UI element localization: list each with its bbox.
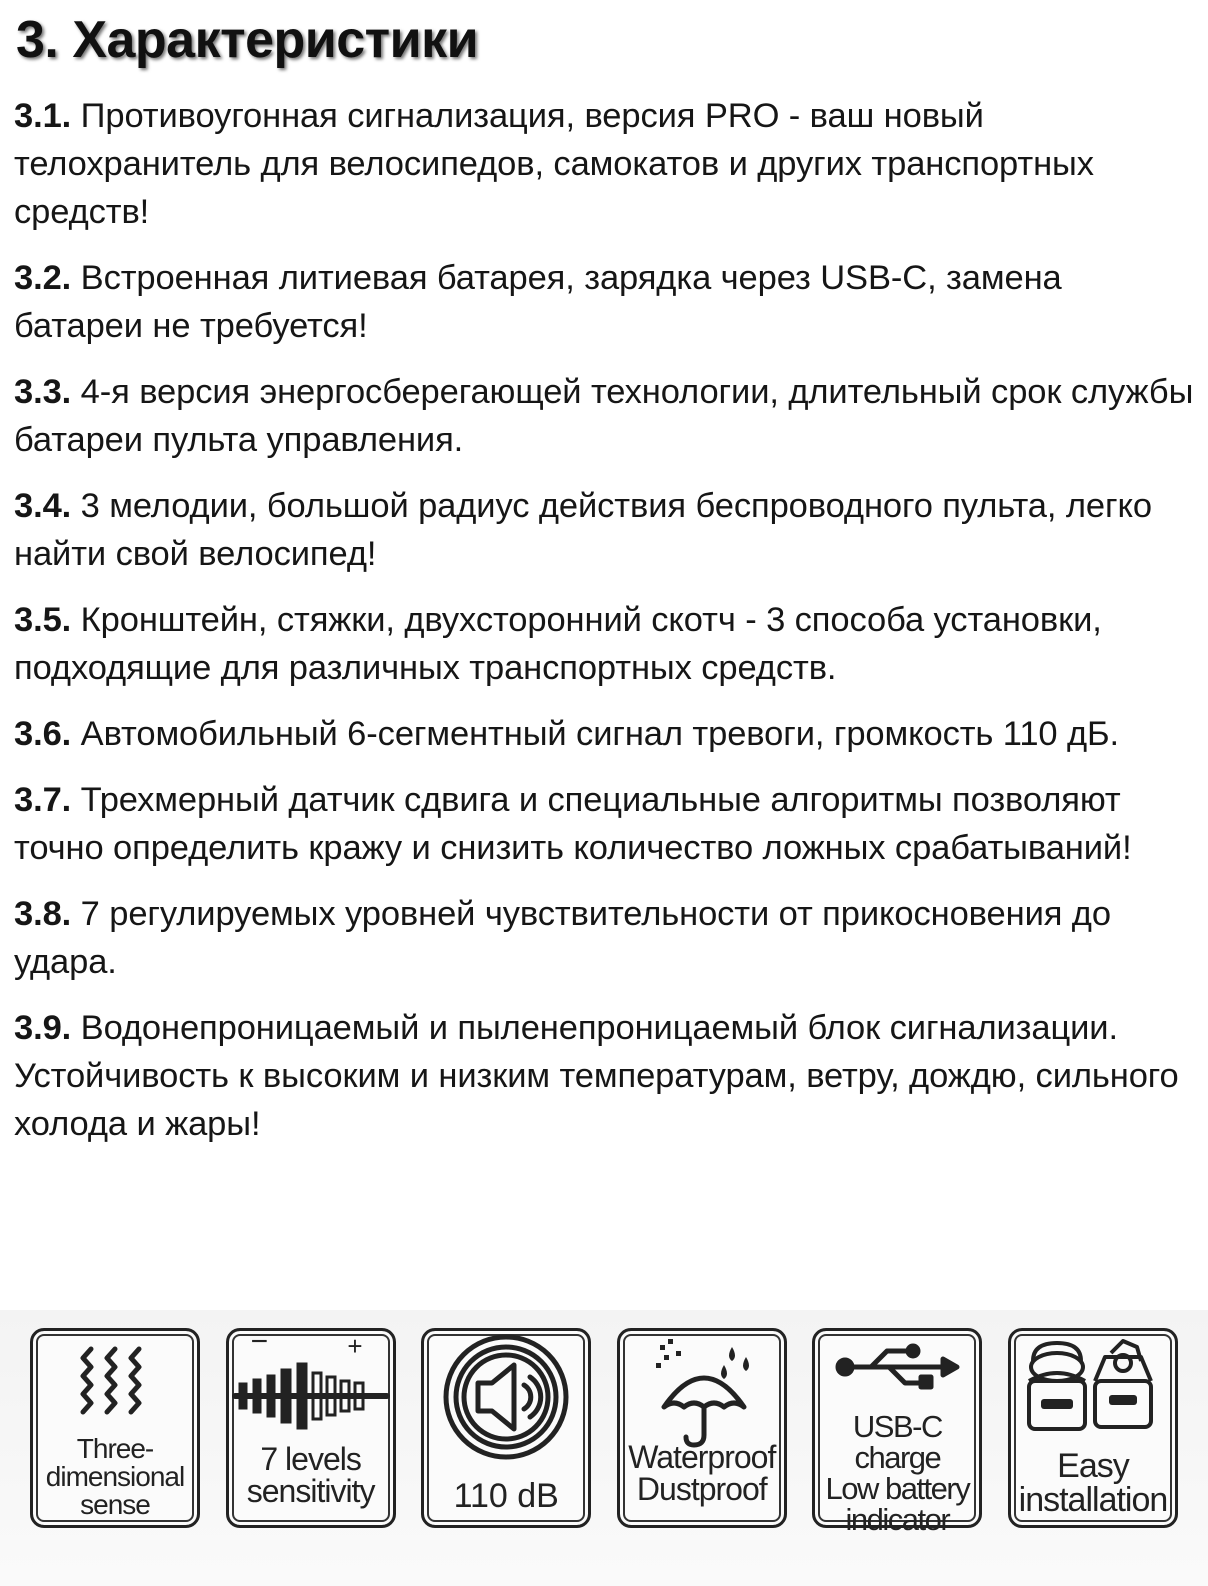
spec-number: 3.5. — [14, 601, 72, 639]
spec-number: 3.2. — [14, 259, 72, 297]
spec-number: 3.8. — [14, 895, 72, 933]
feature-card-usb — [812, 1328, 982, 1537]
spec-item — [14, 254, 1194, 350]
spec-text: Автомобильный 6-сегментный сигнал тревоги, громкость 110 дБ. — [80, 715, 1120, 753]
spec-number: 3.6. — [14, 715, 72, 753]
spec-text: Водонепроницаемый и пыленепроницаемый блок сигнализации. Устойчивость к высоким и низким температурам, ветру, дождю, сильного холода и жары! — [14, 1009, 1179, 1143]
spec-text: Кронштейн, стяжки, двухсторонний скотч - 3 способа установки, подходящие для различных транспортных средств. — [14, 601, 1102, 687]
spec-text: 4-я версия энергосберегающей технологии, длительный срок службы батареи пульта управления. — [14, 373, 1194, 459]
feature-icons-row — [30, 1325, 1178, 1537]
feature-card-volume — [421, 1328, 591, 1528]
feature-label: USB-C charge Low battery indicator — [825, 1409, 970, 1537]
spec-item — [14, 92, 1194, 236]
spec-item — [14, 890, 1194, 986]
page-title: 3. Характеристики — [16, 11, 479, 69]
spec-text: Встроенная литиевая батарея, зарядка через USB-C, замена батареи не требуется! — [14, 259, 1062, 345]
spec-item — [14, 776, 1194, 872]
spec-number: 3.1. — [14, 97, 72, 135]
feature-label: Three- dimensional sense — [45, 1433, 185, 1520]
feature-card-waterproof — [617, 1328, 787, 1528]
spec-item — [14, 1004, 1194, 1148]
spec-item — [14, 710, 1194, 758]
spec-number: 3.9. — [14, 1009, 72, 1047]
feature-card-3d-sense — [30, 1328, 200, 1528]
feature-label: 7 levels sensitivity — [246, 1441, 375, 1509]
plus-sign: + — [347, 1331, 363, 1361]
feature-label: 110 dB — [453, 1477, 559, 1515]
minus-sign: − — [250, 1325, 269, 1358]
spec-text: 3 мелодии, большой радиус действия беспроводного пульта, легко найти свой велосипед! — [14, 487, 1152, 573]
spec-text: Трехмерный датчик сдвига и специальные алгоритмы позволяют точно определить кражу и снизить количество ложных срабатываний! — [14, 781, 1132, 867]
spec-text: Противоугонная сигнализация, версия PRO - ваш новый телохранитель для велосипедов, самокатов и других транспортных средств! — [14, 97, 1094, 231]
spec-item — [14, 368, 1194, 464]
feature-label: Waterproof Dustproof — [628, 1439, 776, 1507]
spec-text: 7 регулируемых уровней чувствительности от прикосновения до удара. — [14, 895, 1111, 981]
feature-card-installation — [1008, 1328, 1178, 1528]
feature-card-sensitivity — [226, 1325, 396, 1528]
spec-number: 3.7. — [14, 781, 72, 819]
spec-number: 3.3. — [14, 373, 72, 411]
spec-number: 3.4. — [14, 487, 72, 525]
spec-item — [14, 482, 1194, 578]
spec-list — [14, 92, 1194, 1166]
spec-item — [14, 596, 1194, 692]
feature-label: Easy installation — [1018, 1447, 1168, 1519]
